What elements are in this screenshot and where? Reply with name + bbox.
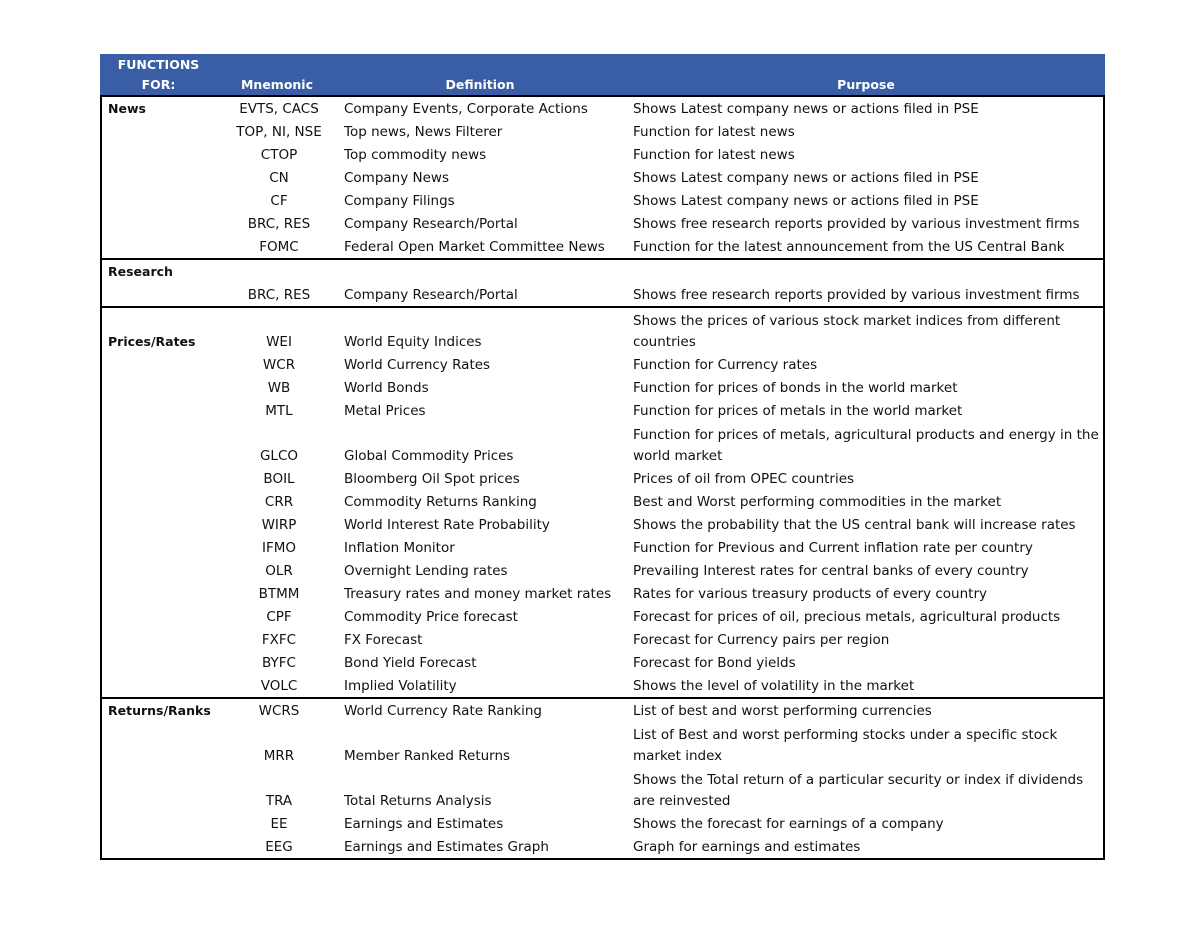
definition-cell: Total Returns Analysis bbox=[344, 793, 492, 809]
purpose-cell: Shows Latest company news or actions filed in PSE bbox=[633, 100, 979, 117]
definition-cell: Company Filings bbox=[344, 193, 455, 209]
table-row bbox=[102, 835, 1103, 858]
definition-cell: Federal Open Market Committee News bbox=[344, 239, 605, 255]
table-row bbox=[102, 235, 1103, 258]
purpose-cell: Function for prices of bonds in the world market bbox=[633, 379, 958, 396]
mnemonic-cell: CRR bbox=[264, 494, 294, 510]
definition-cell: FX Forecast bbox=[344, 632, 423, 648]
table-row bbox=[102, 376, 1103, 399]
table-row bbox=[102, 559, 1103, 582]
mnemonic-cell: FOMC bbox=[259, 239, 299, 255]
purpose-cell: Function for latest news bbox=[633, 123, 795, 140]
mnemonic-cell: CF bbox=[270, 193, 288, 209]
purpose-cell: Graph for earnings and estimates bbox=[633, 838, 861, 855]
definition-cell: Member Ranked Returns bbox=[344, 748, 511, 764]
mnemonic-cell: BYFC bbox=[262, 655, 296, 671]
purpose-cell: List of best and worst performing currencies bbox=[633, 702, 932, 719]
purpose-cell: Forecast for Bond yields bbox=[633, 654, 796, 671]
table-row bbox=[102, 605, 1103, 628]
table-row bbox=[102, 490, 1103, 513]
definition-cell: Implied Volatility bbox=[344, 678, 457, 694]
purpose-cell: Prices of oil from OPEC countries bbox=[633, 470, 855, 487]
category-label: Returns/Ranks bbox=[108, 703, 211, 718]
mnemonic-cell: WEI bbox=[266, 334, 292, 350]
group-prices-rates bbox=[102, 306, 1103, 697]
definition-cell: Earnings and Estimates Graph bbox=[344, 839, 549, 855]
table-row bbox=[102, 308, 1103, 353]
mnemonic-cell: EVTS, CACS bbox=[239, 101, 319, 117]
purpose-cell: List of Best and worst performing stocks under a specific stock market index bbox=[633, 727, 1058, 764]
mnemonic-cell: CTOP bbox=[260, 147, 298, 163]
header-definition: Definition bbox=[445, 77, 515, 92]
table-row bbox=[102, 422, 1103, 467]
purpose-cell: Function for prices of metals in the world market bbox=[633, 402, 963, 419]
mnemonic-cell: BRC, RES bbox=[247, 216, 311, 232]
definition-cell: Inflation Monitor bbox=[344, 540, 455, 556]
mnemonic-cell: EE bbox=[270, 816, 288, 832]
purpose-cell: Shows the probability that the US central bank will increase rates bbox=[633, 516, 1076, 533]
table-row bbox=[102, 699, 1103, 722]
definition-cell: Company News bbox=[344, 170, 449, 186]
group-news bbox=[102, 97, 1103, 258]
definition-cell: Company Research/Portal bbox=[344, 216, 518, 232]
definition-cell: Overnight Lending rates bbox=[344, 563, 508, 579]
purpose-cell: Shows Latest company news or actions filed in PSE bbox=[633, 192, 979, 209]
definition-cell: Bond Yield Forecast bbox=[344, 655, 477, 671]
table-row bbox=[102, 812, 1103, 835]
purpose-cell: Shows free research reports provided by various investment firms bbox=[633, 286, 1080, 303]
mnemonic-cell: CPF bbox=[266, 609, 292, 625]
table-row bbox=[102, 97, 1103, 120]
table-row bbox=[102, 260, 1103, 283]
table-header bbox=[100, 54, 1105, 95]
table-row bbox=[102, 399, 1103, 422]
category-label: Research bbox=[108, 264, 173, 279]
definition-cell: Company Research/Portal bbox=[344, 287, 518, 303]
table-row bbox=[102, 212, 1103, 235]
definition-cell: Top news, News Filterer bbox=[344, 124, 503, 140]
definition-cell: World Currency Rates bbox=[344, 357, 491, 373]
table-row bbox=[102, 143, 1103, 166]
group-research bbox=[102, 258, 1103, 306]
table-row bbox=[102, 582, 1103, 605]
table-row bbox=[102, 767, 1103, 812]
category-label: News bbox=[108, 101, 146, 116]
mnemonic-cell: IFMO bbox=[261, 540, 297, 556]
purpose-cell: Shows the prices of various stock market indices from different countries bbox=[633, 313, 1061, 350]
table-row bbox=[102, 536, 1103, 559]
definition-cell: Top commodity news bbox=[344, 147, 487, 163]
table-row bbox=[102, 353, 1103, 376]
purpose-cell: Shows the Total return of a particular security or index if dividends are reinvested bbox=[633, 772, 1084, 809]
purpose-cell: Shows the forecast for earnings of a company bbox=[633, 815, 944, 832]
purpose-cell: Function for Previous and Current inflation rate per country bbox=[633, 539, 1033, 556]
table-row bbox=[102, 283, 1103, 306]
table-row bbox=[102, 120, 1103, 143]
header-functions-line2: FOR: bbox=[141, 77, 176, 92]
functions-table bbox=[100, 54, 1105, 860]
mnemonic-cell: TOP, NI, NSE bbox=[236, 124, 322, 140]
mnemonic-cell: WIRP bbox=[261, 517, 297, 533]
table-row bbox=[102, 628, 1103, 651]
table-body bbox=[100, 95, 1105, 860]
definition-cell: Bloomberg Oil Spot prices bbox=[344, 471, 520, 487]
table-row bbox=[102, 674, 1103, 697]
mnemonic-cell: OLR bbox=[265, 563, 293, 579]
mnemonic-cell: VOLC bbox=[260, 678, 298, 694]
mnemonic-cell: BTMM bbox=[258, 586, 300, 602]
definition-cell: Earnings and Estimates bbox=[344, 816, 504, 832]
purpose-cell: Function for latest news bbox=[633, 146, 795, 163]
definition-cell: Commodity Returns Ranking bbox=[344, 494, 537, 510]
table-row bbox=[102, 651, 1103, 674]
mnemonic-cell: MTL bbox=[265, 403, 293, 419]
purpose-cell: Rates for various treasury products of every country bbox=[633, 585, 987, 602]
definition-cell: Global Commodity Prices bbox=[344, 448, 514, 464]
mnemonic-cell: EEG bbox=[265, 839, 293, 855]
purpose-cell: Prevailing Interest rates for central banks of every country bbox=[633, 562, 1029, 579]
purpose-cell: Forecast for Currency pairs per region bbox=[633, 631, 890, 648]
purpose-cell: Function for the latest announcement from the US Central Bank bbox=[633, 238, 1065, 255]
table-row bbox=[102, 513, 1103, 536]
group-returns-ranks bbox=[102, 697, 1103, 858]
purpose-cell: Best and Worst performing commodities in the market bbox=[633, 493, 1002, 510]
definition-cell: World Interest Rate Probability bbox=[344, 517, 550, 533]
mnemonic-cell: FXFC bbox=[261, 632, 297, 648]
purpose-cell: Forecast for prices of oil, precious metals, agricultural products bbox=[633, 608, 1061, 625]
purpose-cell: Shows Latest company news or actions filed in PSE bbox=[633, 169, 979, 186]
definition-cell: World Currency Rate Ranking bbox=[344, 703, 542, 719]
mnemonic-cell: CN bbox=[269, 170, 289, 186]
definition-cell: World Equity Indices bbox=[344, 334, 482, 350]
table-row bbox=[102, 467, 1103, 490]
definition-cell: Metal Prices bbox=[344, 403, 426, 419]
mnemonic-cell: MRR bbox=[263, 748, 295, 764]
purpose-cell: Function for prices of metals, agricultural products and energy in the world market bbox=[633, 427, 1099, 464]
mnemonic-cell: GLCO bbox=[259, 448, 299, 464]
purpose-cell: Function for Currency rates bbox=[633, 356, 818, 373]
table-row bbox=[102, 722, 1103, 767]
definition-cell: Company Events, Corporate Actions bbox=[344, 101, 588, 117]
category-label: Prices/Rates bbox=[108, 334, 196, 349]
header-functions-line1: FUNCTIONS bbox=[117, 57, 200, 72]
table-row bbox=[102, 189, 1103, 212]
header-mnemonic: Mnemonic bbox=[240, 77, 314, 92]
mnemonic-cell: WCRS bbox=[258, 703, 300, 719]
header-purpose: Purpose bbox=[837, 77, 895, 92]
mnemonic-cell: BRC, RES bbox=[247, 287, 311, 303]
definition-cell: Commodity Price forecast bbox=[344, 609, 518, 625]
mnemonic-cell: WB bbox=[267, 380, 291, 396]
mnemonic-cell: TRA bbox=[265, 793, 293, 809]
definition-cell: Treasury rates and money market rates bbox=[344, 586, 612, 602]
purpose-cell: Shows the level of volatility in the market bbox=[633, 677, 915, 694]
purpose-cell: Shows free research reports provided by various investment firms bbox=[633, 215, 1080, 232]
table-row bbox=[102, 166, 1103, 189]
mnemonic-cell: BOIL bbox=[263, 471, 295, 487]
definition-cell: World Bonds bbox=[344, 380, 429, 396]
mnemonic-cell: WCR bbox=[262, 357, 296, 373]
